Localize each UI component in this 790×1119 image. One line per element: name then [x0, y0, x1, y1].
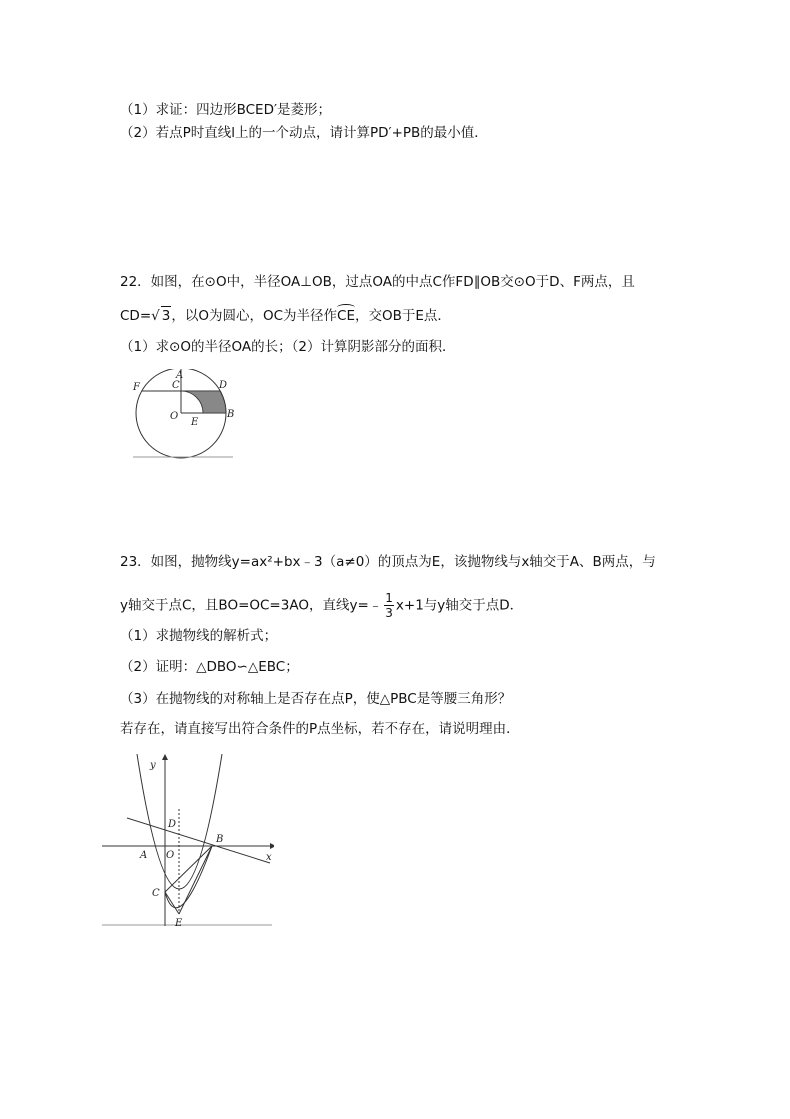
label-y: y: [150, 760, 156, 771]
q23-stem-line1: 23．如图，抛物线y=ax²+bx﹣3（a≠0）的顶点为E，该抛物线与x轴交于A、B两点，与: [120, 554, 656, 570]
q22-line2-suffix: ，交OB于E点．: [355, 308, 451, 324]
shaded-region: [181, 391, 226, 413]
label-a: A: [176, 370, 184, 381]
sqrt-value: 3: [161, 308, 171, 324]
label-x: x: [266, 852, 272, 863]
q21-part2: （2）若点P时直线l上的一个动点，请计算PD′+PB的最小值．: [120, 125, 488, 141]
label-b: B: [216, 834, 224, 845]
q23-part1: （1）求抛物线的解析式；: [120, 628, 278, 644]
label-e: E: [191, 417, 199, 428]
q21-part1: （1）求证：四边形BCED′是菱形；: [120, 102, 332, 118]
fraction-denominator: 3: [385, 606, 393, 620]
q23-parabola-figure: [102, 754, 274, 926]
q22-stem-line1: 22．如图，在⊙O中，半径OA⊥OB，过点OA的中点C作FD∥OB交⊙O于D、F两点，且: [120, 274, 635, 290]
q23-part3: （3）在抛物线的对称轴上是否存在点P，使△PBC是等腰三角形？: [120, 691, 512, 707]
segment-ce: [165, 892, 179, 914]
q23-line2-prefix: y轴交于点C，且BO=OC=3AO，直线y=﹣: [120, 597, 383, 614]
label-d: D: [168, 819, 177, 830]
label-c: C: [152, 888, 160, 899]
q22-circle-figure: [128, 369, 238, 461]
q22-cd-label: CD=: [120, 308, 152, 324]
q22-parts: （1）求⊙O的半径OA的长；（2）计算阴影部分的面积．: [120, 339, 456, 355]
label-b: B: [227, 409, 235, 420]
label-e: E: [175, 918, 183, 926]
q22-line2-mid: ，以O为圆心，OC为半径作: [171, 308, 338, 324]
sqrt-symbol: √: [151, 308, 160, 324]
line-d: [127, 818, 270, 863]
label-c: C: [172, 380, 180, 391]
label-o: O: [170, 411, 179, 422]
label-d: D: [219, 380, 228, 391]
fraction-one-third: [384, 591, 394, 620]
label-o: O: [166, 850, 175, 861]
segment-eb: [179, 846, 212, 914]
q23-part4: 若存在，请直接写出符合条件的P点坐标，若不存在，请说明理由．: [120, 721, 520, 737]
q23-stem-line2: [120, 591, 523, 620]
label-a: A: [140, 850, 148, 861]
q23-line2-suffix: x+1与y轴交于点D．: [395, 597, 524, 614]
q22-stem-line2: [120, 306, 451, 325]
label-f: F: [133, 382, 140, 393]
arc-ce: CE: [337, 308, 355, 324]
q23-part2: （2）证明：△DBO∽△EBC；: [120, 659, 299, 675]
fraction-numerator: 1: [385, 591, 393, 605]
